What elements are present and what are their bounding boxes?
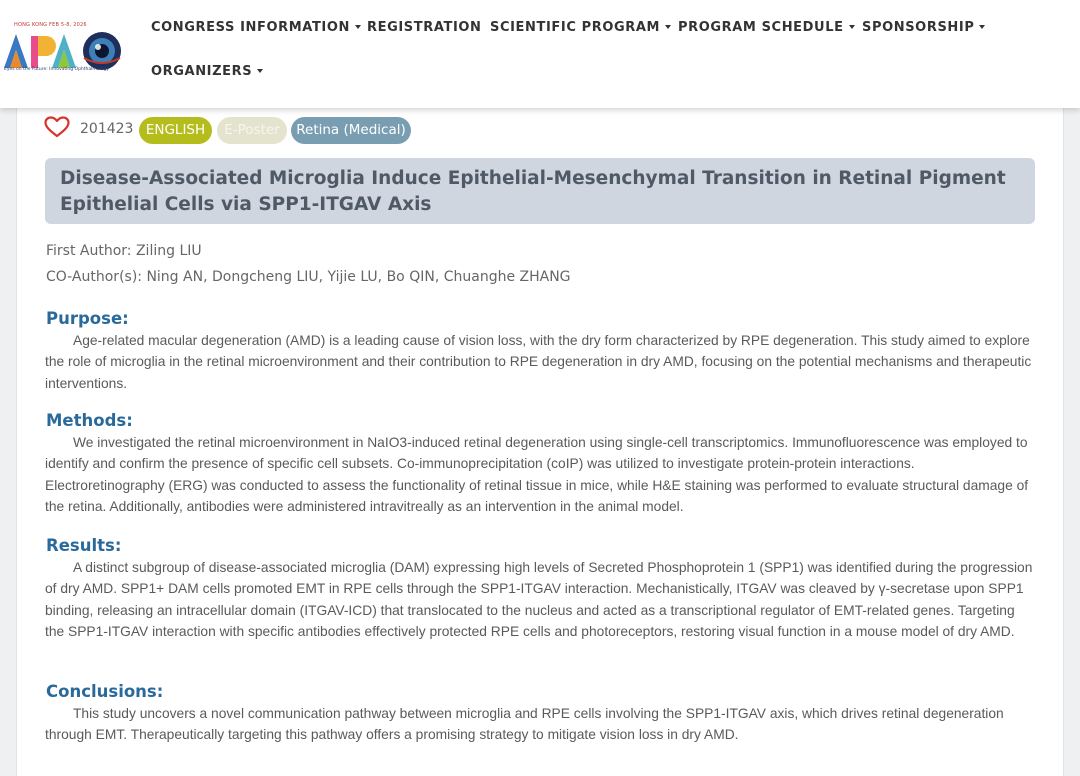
logo-tagline: Eyes on the Future: Innovating Ophthalmology [4,67,110,72]
results-heading: Results: [46,536,122,555]
purpose-heading: Purpose: [46,309,129,328]
nav-scientific-program[interactable] [490,20,671,35]
caret-down-icon [355,25,361,29]
nav-registration[interactable] [367,20,482,35]
nav-program-schedule[interactable] [678,20,855,35]
language-badge: ENGLISH [139,117,212,144]
abstract-title-box [45,158,1035,224]
purpose-text: Age-related macular degeneration (AMD) is a leading cause of vision loss, with the dry form characterized by RPE degeneration. This study aimed to explore the role of microglia in the retinal microenvironment and their contribution to RPE degeneration in dry AMD, focusing on the potential mechanisms and therapeutic interventions. [45,333,1032,391]
nav-organizers-label: ORGANIZERS [151,64,253,79]
abstract-title: Disease-Associated Microglia Induce Epithelial-Mesenchymal Transition in Retinal Pigment Epithelial Cells via SPP1-ITGAV Axis [60,168,1006,215]
presentation-type-badge: E-Poster [217,117,287,144]
nav-congress-information[interactable] [151,20,361,35]
nav-sponsorship[interactable] [862,20,985,35]
co-authors: CO-Author(s): Ning AN, Dongcheng LIU, Yijie LU, Bo QIN, Chuanghe ZHANG [46,269,571,285]
caret-down-icon [979,25,985,29]
site-logo[interactable] [2,22,128,82]
caret-down-icon [665,25,671,29]
nav-sponsorship-label: SPONSORSHIP [862,20,975,35]
nav-registration-label: REGISTRATION [367,20,482,35]
category-badge: Retina (Medical) [291,117,411,144]
first-author: First Author: Ziling LIU [46,243,202,259]
site-header [0,0,1080,108]
nav-program-schedule-label: PROGRAM SCHEDULE [678,20,844,35]
methods-text: We investigated the retinal microenvironment in NaIO3-induced retinal degeneration using single-cell transcriptomics. Immunofluorescence was employed to identify and confirm the presence of specific cell subsets. Co-immunoprecipitation (coIP) was utilized to investigate protein-protein interactions. Electroretinography (ERG) was conducted to assess the functionality of retinal tissue in mice, while H&E staining was performed to evaluate structural damage of the retina. Additionally, antibodies were administered intravitreally as an intervention in the animal model. [45,435,1029,514]
logo-date-text: HONG KONG FEB 5-8, 2026 [14,22,87,28]
results-text: A distinct subgroup of disease-associated microglia (DAM) expressing high levels of Secreted Phosphoprotein 1 (SPP1) was identified during the progression of dry AMD. SPP1+ DAM cells promoted EMT in RPE cells through the SPP1-ITGAV interaction. Mechanistically, ITGAV was cleaved by γ-secretase upon SPP1 binding, releasing an intracellular domain (ITGAV-ICD) that translocated to the nucleus and acted as a transcriptional regulator of EMT-related genes. Targeting the SPP1-ITGAV interaction with specific antibodies effectively protected RPE cells and photoreceptors, restoring visual function in a mouse model of dry AMD. [45,560,1033,639]
nav-scientific-program-label: SCIENTIFIC PROGRAM [490,20,661,35]
conclusions-text: This study uncovers a novel communication pathway between microglia and RPE cells involving the SPP1-ITGAV axis, which drives retinal degeneration through EMT. Therapeutically targeting this pathway offers a promising strategy to mitigate vision loss in dry AMD. [45,706,1004,743]
conclusions-heading: Conclusions: [46,682,164,701]
abstract-id: 201423 [80,121,134,137]
caret-down-icon [257,69,263,73]
methods-heading: Methods: [46,411,133,430]
heart-icon[interactable] [44,116,70,138]
nav-congress-information-label: CONGRESS INFORMATION [151,20,350,35]
caret-down-icon [849,25,855,29]
nav-organizers[interactable] [151,64,263,79]
